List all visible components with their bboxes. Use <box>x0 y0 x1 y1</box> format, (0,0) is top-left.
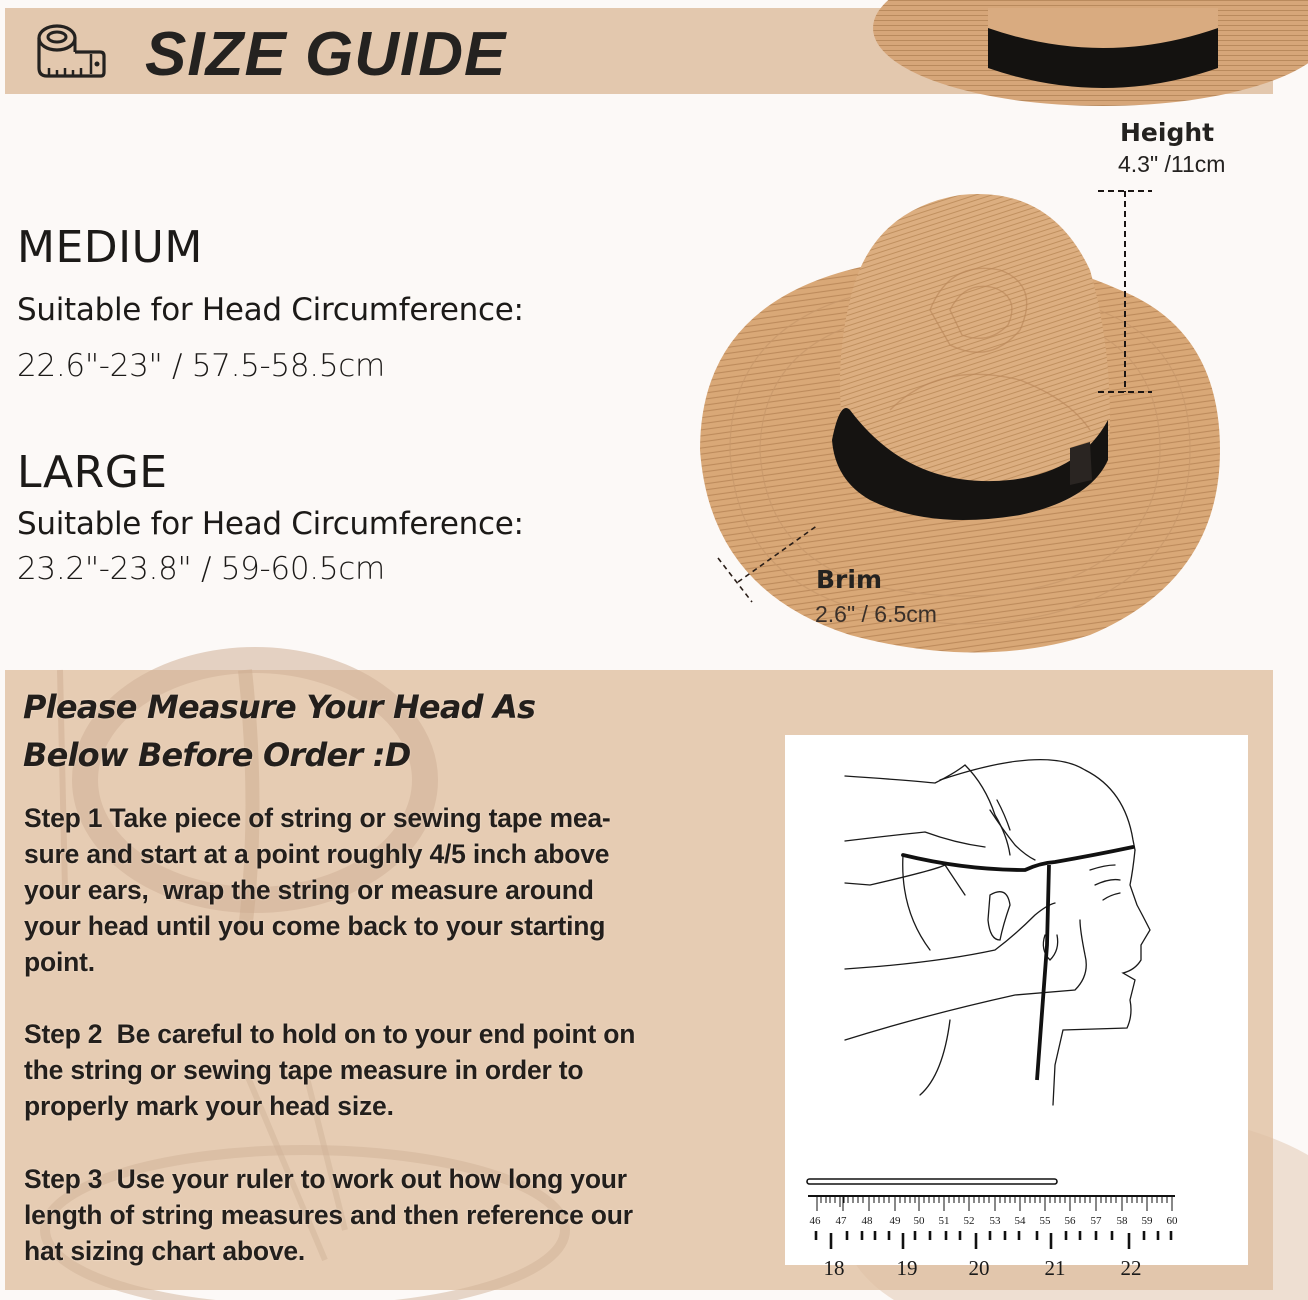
size-medium-range: 22.6"-23" / 57.5-58.5cm <box>17 348 385 384</box>
step-2 <box>24 1016 744 1124</box>
instructions-heading-line-2: Below Before Order :D <box>23 736 411 774</box>
size-medium-title: MEDIUM <box>17 222 203 273</box>
ruler-cm-label: 55 <box>1039 1215 1051 1227</box>
step-1-line: your head until you come back to your starting <box>24 911 606 941</box>
ruler-cm-label: 54 <box>1014 1215 1026 1227</box>
ruler-cm-label: 59 <box>1141 1215 1153 1227</box>
step-1-line: sure and start at a point roughly 4/5 inch above <box>24 839 610 869</box>
size-large-title: LARGE <box>17 447 168 498</box>
step-1-line: point. <box>24 947 95 977</box>
step-2-line: the string or sewing tape measure in order to <box>24 1055 584 1085</box>
ruler-cm-label: 49 <box>889 1215 901 1227</box>
size-large-label: Suitable for Head Circumference: <box>17 506 524 542</box>
ruler-cm-label: 50 <box>913 1215 925 1227</box>
ruler-inch-label: 20 <box>968 1256 990 1280</box>
ruler-cm-label: 46 <box>809 1215 821 1227</box>
size-large-range: 23.2"-23.8" / 59-60.5cm <box>17 551 385 587</box>
brim-label: Brim <box>816 565 883 594</box>
ruler-cm-label: 58 <box>1116 1215 1128 1227</box>
ruler-cm-label: 52 <box>963 1215 975 1227</box>
measure-instructions-section <box>5 670 1273 1290</box>
step-2-line: properly mark your head size. <box>24 1091 394 1121</box>
ruler-cm-label: 56 <box>1064 1215 1076 1227</box>
step-3-line: Step 3 Use your ruler to work out how long your <box>24 1164 627 1194</box>
step-3-line: length of string measures and then reference our <box>24 1200 633 1230</box>
step-1 <box>24 800 744 980</box>
ruler-inch-label: 21 <box>1044 1256 1066 1280</box>
ruler-cm-label: 57 <box>1090 1215 1102 1227</box>
ruler-inch-label: 18 <box>823 1256 845 1280</box>
ruler-cm-label: 51 <box>938 1215 950 1227</box>
head-measurement-diagram <box>785 735 1248 1280</box>
step-2-line: Step 2 Be careful to hold on to your end point on <box>24 1019 636 1049</box>
ruler-inch-label: 19 <box>896 1256 918 1280</box>
step-1-line: Step 1 Take piece of string or sewing tape mea- <box>24 803 611 833</box>
ruler-cm-label: 53 <box>989 1215 1001 1227</box>
head-measuring-illustration <box>785 735 1248 1280</box>
step-3-line: hat sizing chart above. <box>24 1236 306 1266</box>
ruler-cm-label: 47 <box>835 1215 847 1227</box>
height-label: Height <box>1120 118 1215 147</box>
step-3 <box>24 1161 744 1269</box>
size-medium-label: Suitable for Head Circumference: <box>17 292 524 328</box>
brim-value: 2.6" / 6.5cm <box>815 601 937 627</box>
hat-photo-partial <box>888 0 1308 108</box>
step-1-line: your ears, wrap the string or measure around <box>24 875 594 905</box>
ruler-inch-label: 22 <box>1120 1256 1142 1280</box>
instructions-heading-line-1: Please Measure Your Head As <box>23 688 536 726</box>
fedora-hat-image <box>690 180 1273 660</box>
tape-measure-icon <box>35 22 107 82</box>
size-guide-header <box>5 8 1273 94</box>
page-title: SIZE GUIDE <box>145 20 507 89</box>
ruler-cm-label: 48 <box>861 1215 873 1227</box>
height-value: 4.3" /11cm <box>1118 151 1226 177</box>
ruler-cm-label: 60 <box>1166 1215 1178 1227</box>
